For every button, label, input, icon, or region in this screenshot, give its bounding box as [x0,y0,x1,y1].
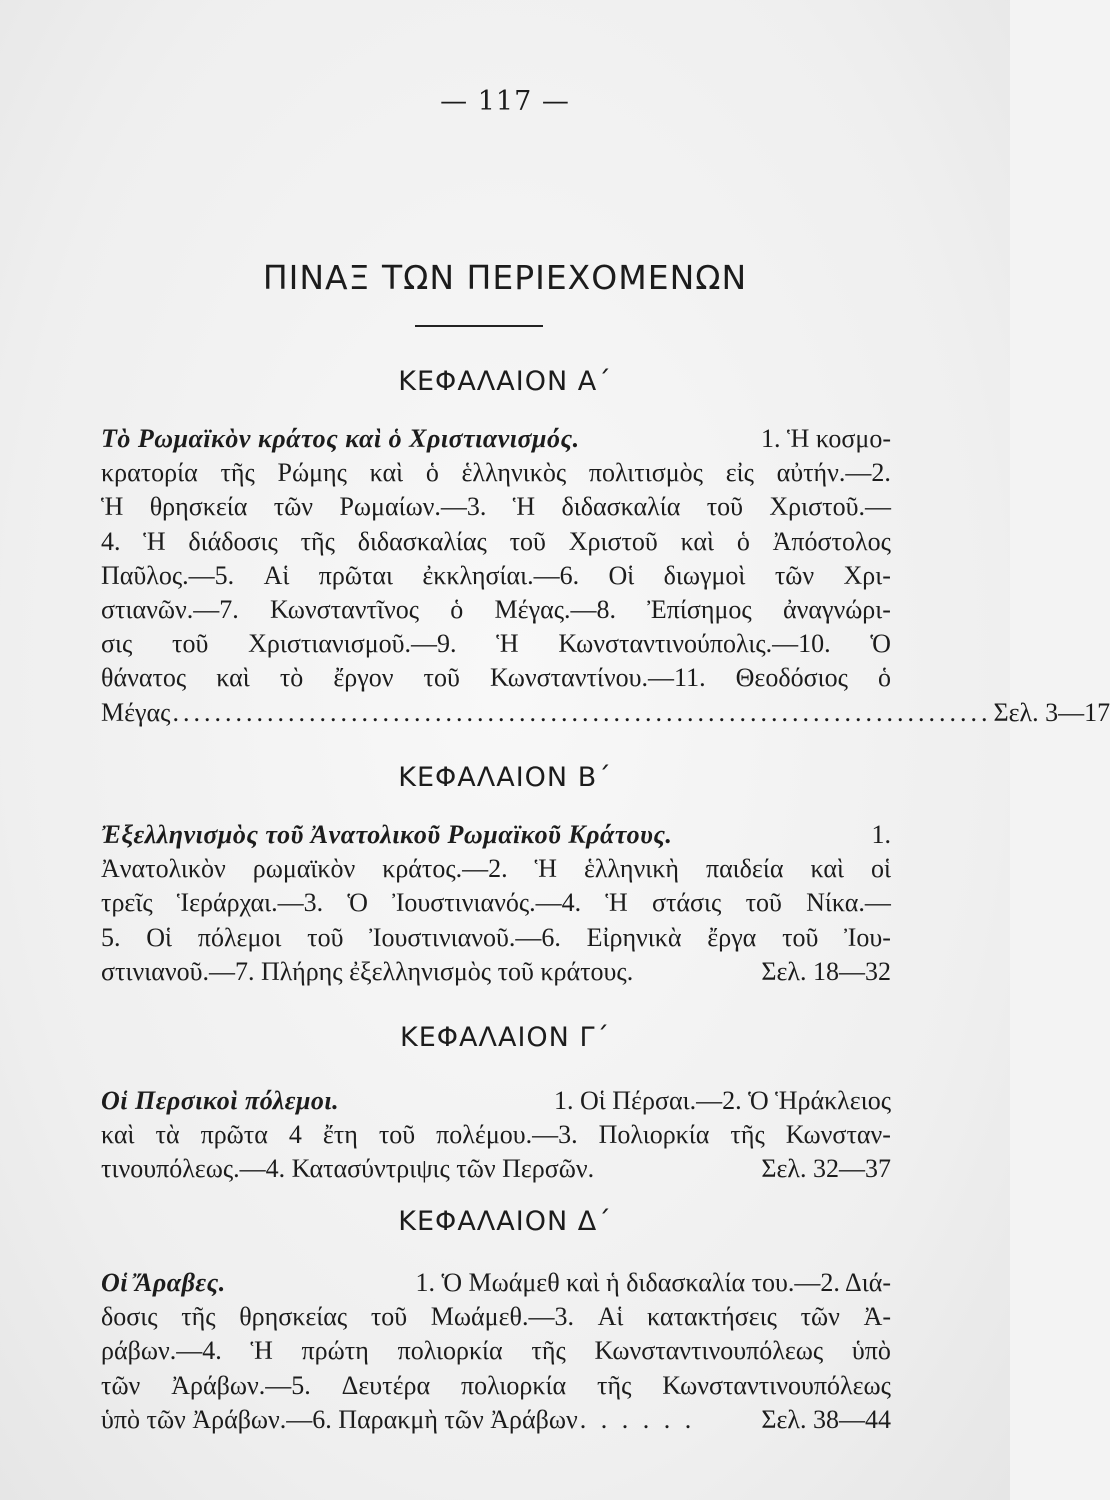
word: θρησκείας [239,1302,348,1332]
chapter-c-pages: Σελ. 32—37 [761,1154,891,1184]
word: Ἰου- [844,922,891,952]
word: καὶ [680,526,715,556]
word: τοῦ [307,922,344,952]
word: Ἡ [534,854,558,884]
word: θάνατος [101,663,187,693]
word: καὶ [369,458,404,488]
chapter-c-heading: ΚΕΦΑΛΑΙΟΝ Γ΄ [400,1022,610,1053]
word: Χρι- [843,560,891,590]
word: διδασκαλία [561,492,681,522]
word: ἔτη [322,1120,358,1150]
word: διδασκαλίας [357,526,487,556]
word: διωγμοὶ [663,560,746,590]
word: Εἰρηνικὰ [586,922,682,952]
word: Ἡ [101,492,124,522]
word: Ἀράβων.—5. [171,1370,311,1400]
word: ἔργα [707,922,757,952]
word: Οἱ [608,560,635,590]
chapter-b-pages: Σελ. 18—32 [761,956,891,986]
word: πολέμου.—3. [436,1120,578,1150]
chapter-d-pages: Σελ. 38—44 [761,1404,891,1434]
word: ράβων.—4. [101,1336,222,1366]
entry-text: 1. Οἱ Πέρσαι.—2. Ὁ Ἡράκλειος [554,1086,891,1115]
word: καὶ [216,663,250,693]
entry-line [101,1152,891,1186]
word: Αἱ [597,1302,624,1332]
word: Μέγας.—8. [494,595,616,625]
chapter-a-topic: Τὸ Ρωμαϊκὸν κράτος καὶ ὁ Χριστιανισμός. [101,424,580,453]
entry-line [101,955,891,989]
word: δοσις [101,1302,158,1332]
word: τοῦ [370,1302,408,1332]
chapter-d-entry [101,1266,891,1437]
title-divider [415,325,543,327]
word: Ἡ [250,1336,273,1366]
chapter-a-heading: ΚΕΦΑΛΑΙΟΝ Α΄ [398,366,612,397]
word: στάσις [651,888,722,918]
entry-line [101,1369,891,1403]
word: τῆς [300,526,335,556]
entry-text: ὑπὸ τῶν Ἀράβων.—6. Παρακμὴ τῶν Ἀράβων [101,1404,578,1434]
word: πρῶται [318,560,393,590]
word: τὰ [155,1120,180,1150]
word: 4 [288,1120,302,1150]
entry-line [101,886,891,920]
word: Χριστοῦ.— [769,492,891,522]
word: Κωνσταν- [785,1120,891,1150]
word: Δευτέρα [341,1370,431,1400]
word: πολιορκία [461,1370,567,1400]
entry-line [101,1300,891,1334]
word: αὐτήν.—2. [776,458,891,488]
word: Ἰουστινιανός.—4. [392,888,582,918]
chapter-a-pages: Σελ. 3—17 [993,697,1110,727]
entry-line [101,852,891,886]
chapter-b-topic: Ἐξελληνισμὸς τοῦ Ἀνατολικοῦ Ρωμαϊκοῦ Κράτους. [101,820,673,849]
entry-line [101,921,891,955]
word: Ἐπίσημος [647,595,752,625]
leader-dots: . . . . . . [579,1404,696,1434]
entry-text: 1. Ἡ κοσμο- [761,424,891,453]
word: Ὁ [347,888,368,918]
word: Ἡ [143,526,166,556]
word: οἱ [870,854,891,884]
chapter-c-entry [101,1084,891,1187]
word: Ρώμης [277,458,347,488]
word: τοῦ [378,1120,416,1150]
word: καὶ [810,854,844,884]
word: πολιορκία [397,1336,503,1366]
word: σις [101,629,133,659]
word: ὁ [877,663,891,693]
word: κατακτήσεις [647,1302,777,1332]
word: Μωάμεθ.—3. [430,1302,574,1332]
chapter-a-entry [101,422,1110,730]
word: τῶν [800,1302,840,1332]
entry-line [101,661,891,695]
word: καὶ [101,1120,135,1150]
word: τρεῖς [101,888,153,918]
word: τοῦ [745,888,782,918]
word: Κωνσταντινούπολις.—10. [558,629,831,659]
word: ἀναγνώρι- [782,595,891,625]
word: τῆς [220,458,255,488]
word: ἑλληνικὴ [584,854,679,884]
word: Ἀ- [863,1302,891,1332]
word: πρώτη [301,1336,369,1366]
word: τῆς [531,1336,566,1366]
word: τῶν [774,560,815,590]
word: τῶν [273,492,314,522]
chapter-d-heading: ΚΕΦΑΛΑΙΟΝ Δ΄ [398,1206,612,1237]
entry-line [101,593,891,627]
word: πολιτισμὸς [588,458,703,488]
word: τοῦ [423,663,460,693]
word: Αἱ [263,560,290,590]
entry-line [101,1334,891,1368]
word: τῆς [597,1370,632,1400]
word: 5. [101,922,121,952]
entry-line [101,1084,891,1118]
entry-line [101,818,891,852]
word: 4. [101,526,121,556]
word: τοῦ [172,629,209,659]
word: Οἱ [146,922,173,952]
word: Ἡ [496,629,519,659]
word: ὁ [425,458,439,488]
word: τοῦ [782,922,819,952]
word: τῆς [730,1120,765,1150]
entry-line [101,456,891,490]
word: ὁ [450,595,464,625]
page-number: — 117 — [440,86,570,117]
chapter-b-entry [101,818,891,989]
chapter-c-topic: Οἱ Περσικοὶ πόλεμοι. [101,1086,340,1115]
word: Ἱεράρχαι.—3. [176,888,324,918]
word: Παῦλος.—5. [101,560,235,590]
leader-dots: .............................................................................. [172,697,992,727]
word: ἑλληνικὸς [461,458,567,488]
word: Χριστοῦ [568,526,658,556]
entry-line [101,525,891,559]
word: Ὁ [870,629,891,659]
word: ἔργον [333,663,394,693]
word: θρησκεία [149,492,248,522]
entry-line [101,696,1110,730]
word: Ἡ [605,888,628,918]
entry-line [101,422,891,456]
entry-text: 1. Ὁ Μωάμεθ καὶ ἡ διδασκαλία του.—2. Διά- [415,1268,891,1297]
word: ὑπὸ [851,1336,891,1366]
chapter-d-topic: Οἱ Ἄραβες. [101,1268,226,1297]
entry-text: Μέγας [101,697,171,727]
word: πόλεμοι [197,922,282,952]
entry-line [101,559,891,593]
entry-line [101,1403,891,1437]
word: Χριστιανισμοῦ.—9. [248,629,457,659]
word: Πολιορκία [598,1120,710,1150]
word: εἰς [725,458,754,488]
entry-line [101,1266,891,1300]
word: Κωνσταντινουπόλεως [662,1370,891,1400]
word: στιανῶν.—7. [101,595,239,625]
word: παιδεία [705,854,784,884]
word: ἐκκλησίαι.—6. [422,560,580,590]
word: Νίκα.— [806,888,891,918]
word: διάδοσις [188,526,278,556]
page-title: ΠΙΝΑΞ ΤΩΝ ΠΕΡΙΕΧΟΜΕΝΩΝ [262,258,748,297]
word: τὸ [279,663,304,693]
word: Κωνσταντίνου.—11. [489,663,706,693]
entry-line [101,490,891,524]
word: Ἡ [512,492,536,522]
word: κράτος.—2. [382,854,508,884]
word: ρωμαϊκὸν [252,854,356,884]
chapter-b-heading: ΚΕΦΑΛΑΙΟΝ Β΄ [398,762,612,793]
word: πρῶτα [200,1120,268,1150]
word: ὁ [736,526,750,556]
word: τοῦ [706,492,744,522]
word: Ἀπόστολος [772,526,891,556]
word: Κωνσταντινουπόλεως [594,1336,824,1366]
entry-text: τινουπόλεως.—4. Κατασύντριψις τῶν Περσῶν. [101,1154,595,1184]
entry-line [101,1118,891,1152]
word: Ρωμαίων.—3. [339,492,487,522]
word: Κωνσταντῖνος [269,595,420,625]
word: Ἰουστινιανοῦ.—6. [369,922,561,952]
word: τοῦ [509,526,546,556]
word: τῶν [101,1370,141,1400]
word: Θεοδόσιος [735,663,848,693]
word: κρατορία [101,458,198,488]
entry-line [101,627,891,661]
word: Ἀνατολικὸν [101,854,226,884]
entry-text: στινιανοῦ.—7. Πλήρης ἐξελληνισμὸς τοῦ κράτους. [101,956,634,986]
entry-text: 1. [871,820,891,849]
word: τῆς [181,1302,216,1332]
